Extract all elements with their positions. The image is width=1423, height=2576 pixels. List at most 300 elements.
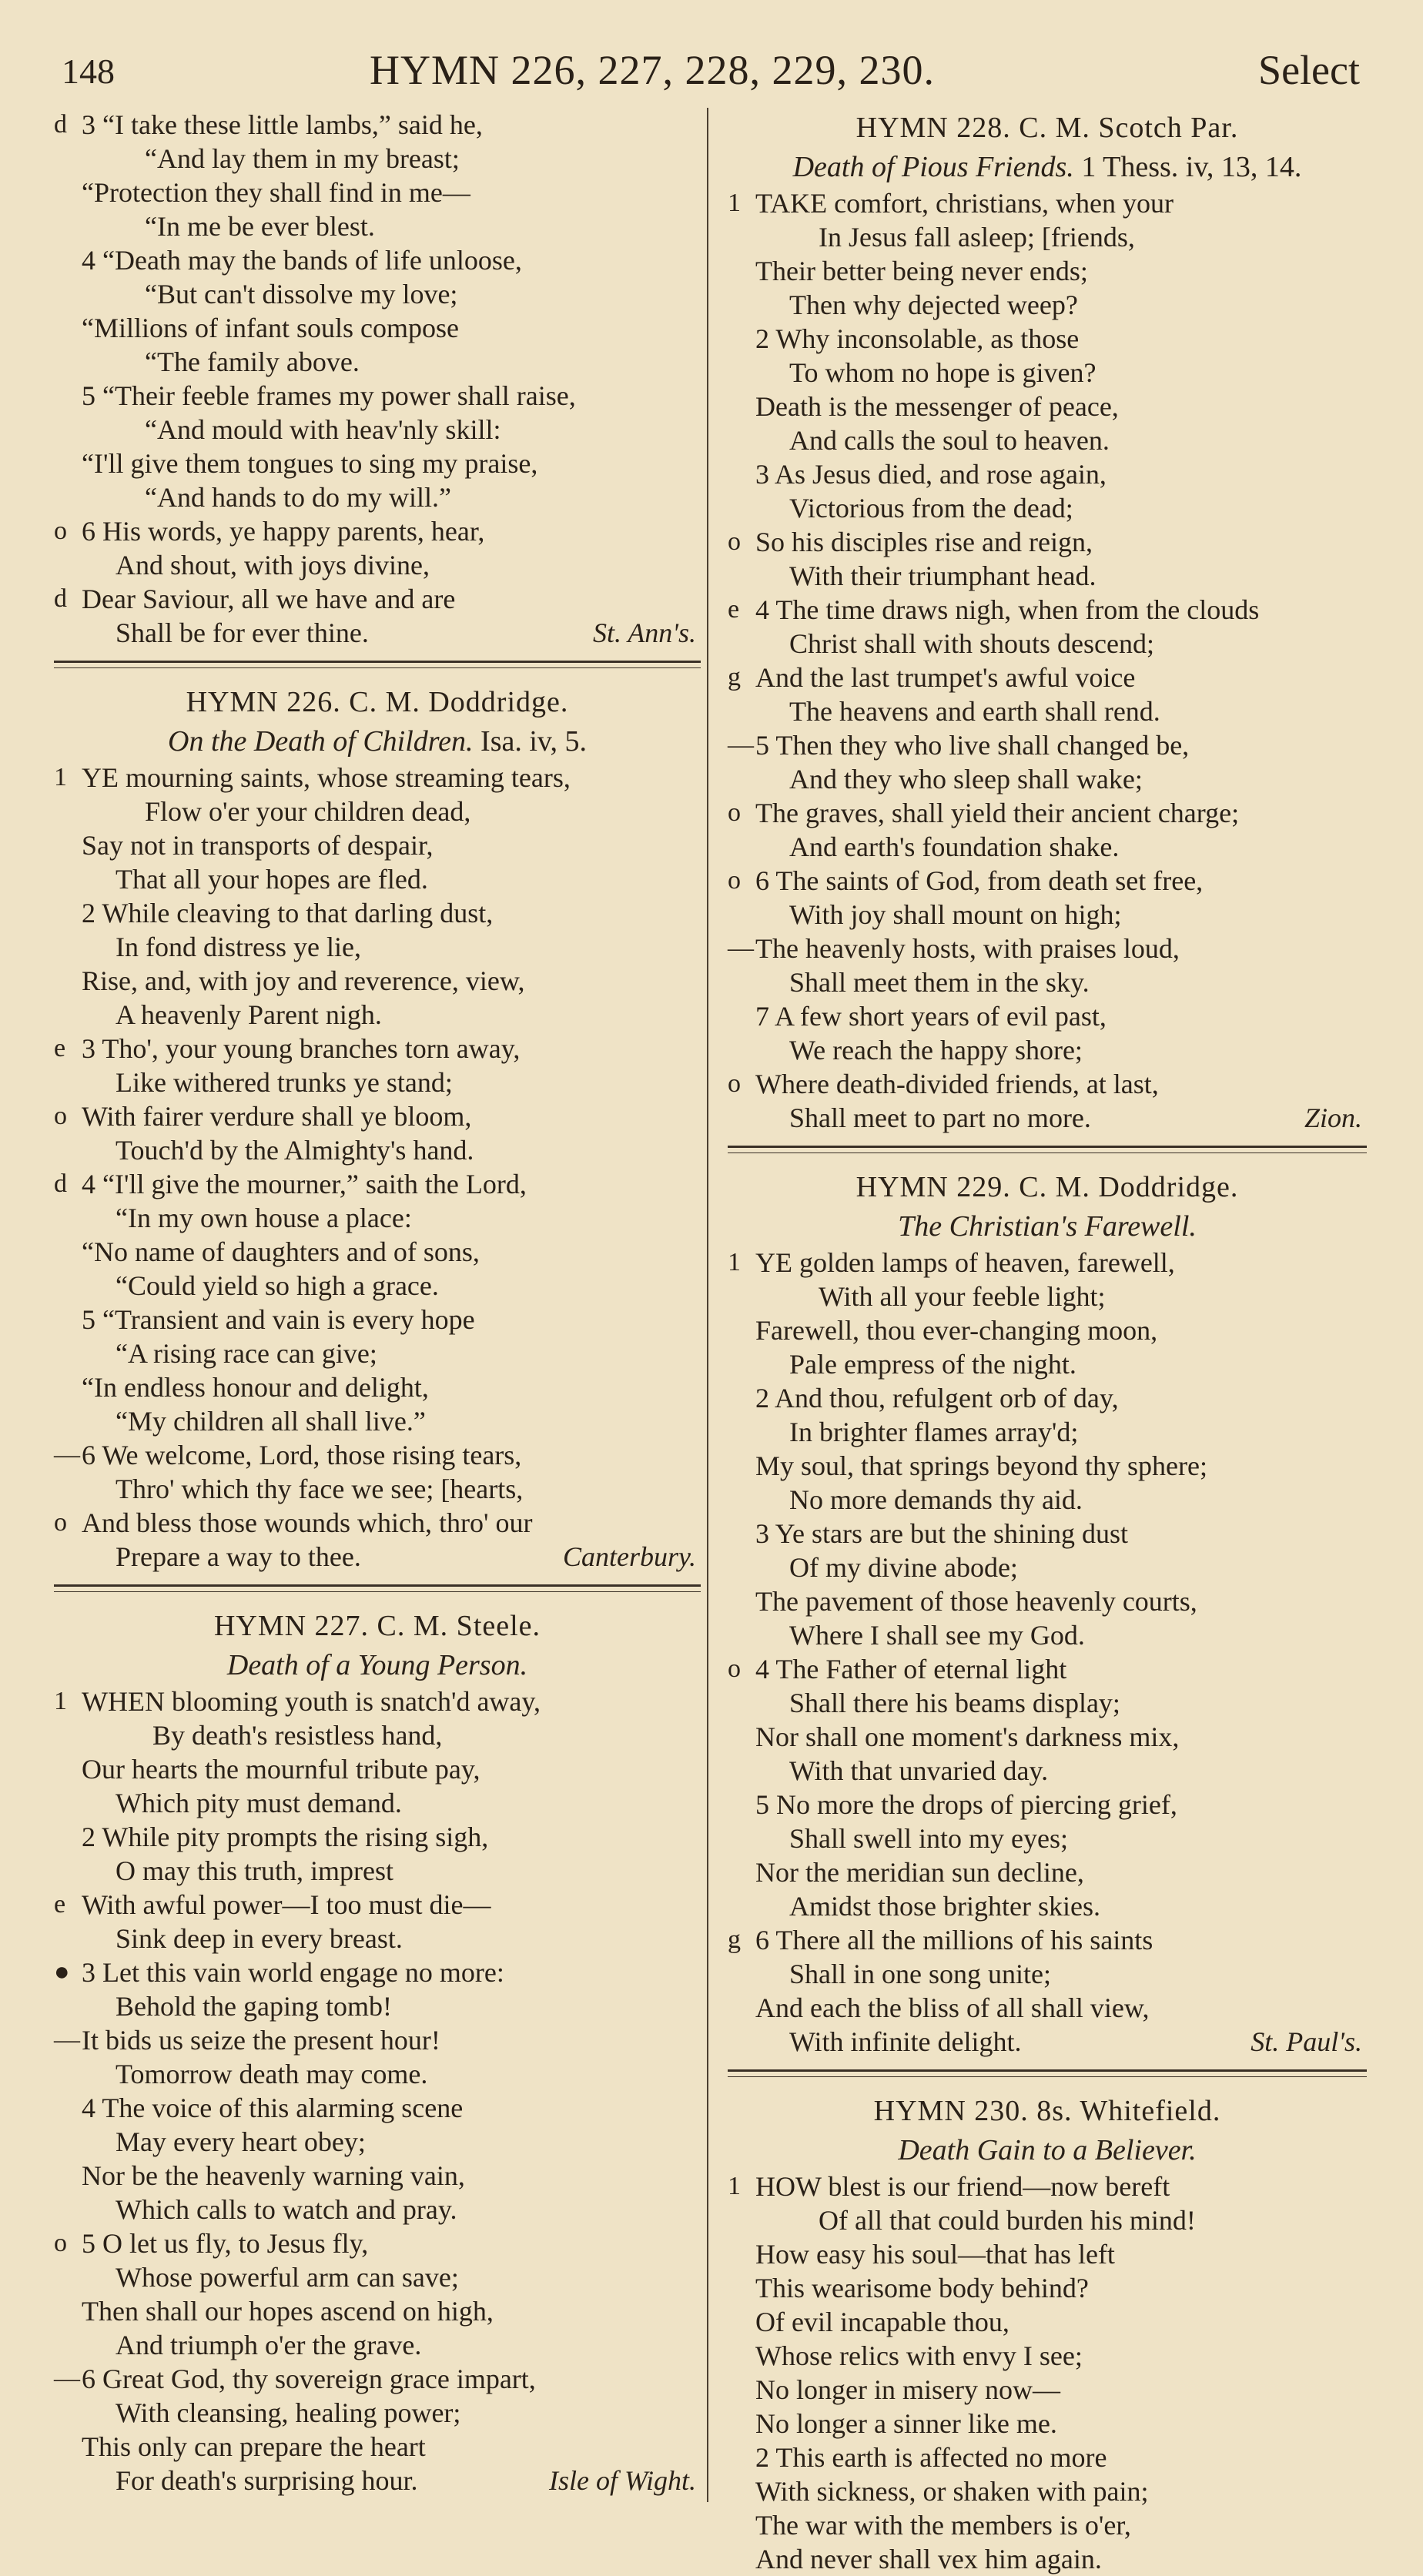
verse-text: 2 While pity prompts the rising sigh, xyxy=(82,1822,489,1852)
dynamic-mark: 1 xyxy=(728,189,741,217)
verse-line xyxy=(54,2362,701,2396)
verse-text: Shall in one song unite; xyxy=(789,1959,1051,1989)
verse-line xyxy=(728,1822,1367,1855)
hymn-subtitle: Death Gain to a Believer. xyxy=(898,2134,1197,2166)
verse-line xyxy=(54,1269,701,1303)
verse-line xyxy=(54,345,701,379)
verse-text: Whose powerful arm can save; xyxy=(116,2262,459,2293)
verse-text: Pale empress of the night. xyxy=(789,1349,1076,1380)
verse-text: Shall meet to part no more. xyxy=(789,1102,1091,1133)
verse-line xyxy=(54,795,701,828)
verse-text: “Could yield so high a grace. xyxy=(116,1270,439,1301)
verse-text: “In me be ever blest. xyxy=(145,211,375,242)
verse-line xyxy=(728,932,1367,965)
hymn-230 xyxy=(728,2091,1367,2576)
verse-text: Say not in transports of despair, xyxy=(82,830,434,861)
verse-line xyxy=(54,1540,701,1574)
verse-text: “And lay them in my breast; xyxy=(145,143,460,174)
dynamic-mark: — xyxy=(54,2364,80,2393)
verse-text: With their triumphant head. xyxy=(789,560,1097,591)
verse-text: The graves, shall yield their ancient charge; xyxy=(755,798,1240,828)
verse-line xyxy=(54,1438,701,1472)
hymn-verses xyxy=(54,761,701,1574)
verse-line xyxy=(54,176,701,209)
dynamic-mark: — xyxy=(54,1440,80,1469)
verse-text: 6 We welcome, Lord, those rising tears, xyxy=(82,1440,522,1470)
dynamic-mark: d xyxy=(54,584,67,613)
verse-text: May every heart obey; xyxy=(116,2126,366,2157)
verse-line xyxy=(728,627,1367,661)
verse-text: No longer a sinner like me. xyxy=(755,2408,1057,2439)
verse-text: 4 The time draws nigh, when from the clouds xyxy=(755,594,1260,625)
verse-line xyxy=(54,548,701,582)
verse-line xyxy=(54,1167,701,1201)
verse-text: Amidst those brighter skies. xyxy=(789,1891,1100,1922)
hymn-separator xyxy=(728,2069,1367,2077)
verse-text: “I'll give them tongues to sing my praise, xyxy=(82,448,538,479)
verse-text: Where I shall see my God. xyxy=(789,1620,1085,1651)
verse-text: 3 As Jesus died, and rose again, xyxy=(755,459,1107,490)
verse-text: 3 “I take these little lambs,” said he, xyxy=(82,109,483,140)
verse-text: 5 No more the drops of piercing grief, xyxy=(755,1789,1177,1820)
verse-line xyxy=(54,1786,701,1820)
verse-line xyxy=(728,1067,1367,1101)
verse-text: 3 Let this vain world engage no more: xyxy=(82,1957,504,1988)
verse-text: By death's resistless hand, xyxy=(152,1720,443,1751)
column-divider xyxy=(707,108,708,2502)
verse-line xyxy=(54,2091,701,2125)
verse-line xyxy=(54,998,701,1032)
verse-text: With all your feeble light; xyxy=(819,1281,1106,1312)
verse-text: YE golden lamps of heaven, farewell, xyxy=(755,1247,1175,1278)
hymn-title: HYMN 227. C. M. Steele. xyxy=(213,1610,541,1642)
verse-line xyxy=(54,1989,701,2023)
verse-text: Of evil incapable thou, xyxy=(755,2307,1009,2337)
dynamic-mark: — xyxy=(728,731,754,759)
tune-name: Isle of Wight. xyxy=(549,2465,696,2496)
verse-text: 2 While cleaving to that darling dust, xyxy=(82,898,494,928)
verse-text: And each the bliss of all shall view, xyxy=(755,1992,1150,2023)
dynamic-mark: 1 xyxy=(728,1248,741,1276)
verse-text: “In my own house a place: xyxy=(116,1203,412,1233)
verse-line xyxy=(728,1923,1367,1957)
verse-line xyxy=(54,1201,701,1235)
verse-text: Then why dejected weep? xyxy=(789,289,1078,320)
verse-text: The heavens and earth shall rend. xyxy=(789,696,1160,727)
verse-text: 3 Tho', your young branches torn away, xyxy=(82,1033,521,1064)
hymn-verses xyxy=(728,186,1367,1135)
dynamic-mark: e xyxy=(728,595,740,624)
verse-text: 6 His words, ye happy parents, hear, xyxy=(82,516,485,547)
verse-text: Shall swell into my eyes; xyxy=(789,1823,1068,1854)
verse-text: Which calls to watch and pray. xyxy=(116,2194,457,2225)
verse-line xyxy=(728,1415,1367,1449)
hymn-subtitle: Death of Pious Friends. xyxy=(792,151,1074,183)
tune-name: St. Paul's. xyxy=(1251,2026,1362,2057)
section-label: Select xyxy=(1258,47,1360,93)
verse-line xyxy=(728,2508,1367,2542)
verse-text: 2 This earth is affected no more xyxy=(755,2442,1107,2473)
verse-text: And they who sleep shall wake; xyxy=(789,764,1143,795)
verse-line xyxy=(728,1957,1367,1991)
verse-text: Like withered trunks ye stand; xyxy=(116,1067,453,1098)
verse-text: Then shall our hopes ascend on high, xyxy=(82,2296,494,2327)
verse-text: My soul, that springs beyond thy sphere; xyxy=(755,1450,1207,1481)
verse-text: 5 “Their feeble frames my power shall raise, xyxy=(82,380,576,411)
hymn-subtitle-row xyxy=(728,1207,1367,1246)
verse-line xyxy=(54,1684,701,1718)
verse-text: 4 “Death may the bands of life unloose, xyxy=(82,245,522,276)
dynamic-mark: o xyxy=(54,517,67,545)
verse-line xyxy=(54,964,701,998)
verse-line xyxy=(54,1337,701,1370)
verse-text: TAKE comfort, christians, when your xyxy=(755,188,1174,219)
verse-line xyxy=(728,2441,1367,2474)
verse-line xyxy=(54,2023,701,2057)
verse-line xyxy=(728,762,1367,796)
verse-text: The heavenly hosts, with praises loud, xyxy=(755,933,1180,964)
hymn-subtitle-row xyxy=(54,1646,701,1684)
verse-line xyxy=(728,1652,1367,1686)
verse-line xyxy=(54,1099,701,1133)
hymn-subtitle-row xyxy=(728,2131,1367,2170)
hymn-verses xyxy=(728,1246,1367,2059)
verse-line xyxy=(54,828,701,862)
verse-text: O may this truth, imprest xyxy=(116,1855,393,1886)
verse-line xyxy=(728,1551,1367,1584)
verse-line xyxy=(54,480,701,514)
verse-text: “And mould with heav'nly skill: xyxy=(145,414,501,445)
verse-text: Dear Saviour, all we have and are xyxy=(82,584,456,614)
verse-line xyxy=(54,2193,701,2226)
verse-line xyxy=(54,1922,701,1955)
hymn-title: HYMN 230. 8s. Whitefield. xyxy=(873,2095,1221,2127)
verse-line xyxy=(728,2407,1367,2441)
verse-text: That all your hopes are fled. xyxy=(116,864,428,895)
dynamic-mark: o xyxy=(54,2229,67,2257)
verse-text: 2 Why inconsolable, as those xyxy=(755,323,1080,354)
hymn-verses xyxy=(54,1684,701,2497)
verse-text: 3 Ye stars are but the shining dust xyxy=(755,1518,1128,1549)
verse-text: And earth's foundation shake. xyxy=(789,831,1120,862)
dynamic-mark: o xyxy=(728,527,741,556)
verse-line xyxy=(54,2057,701,2091)
prev-hymn-continuation xyxy=(54,108,701,650)
verse-text: “And hands to do my will.” xyxy=(145,482,451,513)
verse-line xyxy=(728,2305,1367,2339)
verse-text: 7 A few short years of evil past, xyxy=(755,1001,1107,1032)
verse-line xyxy=(54,277,701,311)
verse-text: With infinite delight. xyxy=(789,2026,1022,2057)
dynamic-mark: o xyxy=(728,1069,741,1098)
verse-line xyxy=(54,1235,701,1269)
verse-line xyxy=(728,525,1367,559)
scripture-reference: Isa. iv, 5. xyxy=(480,725,587,758)
verse-line xyxy=(728,288,1367,322)
verse-text: Shall be for ever thine. xyxy=(116,617,369,648)
dynamic-mark: e xyxy=(54,1890,66,1919)
verse-text: 4 The Father of eternal light xyxy=(755,1654,1067,1684)
verse-text: Behold the gaping tomb! xyxy=(116,1991,392,2022)
hymn-228 xyxy=(728,108,1367,1135)
verse-text: And the last trumpet's awful voice xyxy=(755,662,1136,693)
hymn-title: HYMN 228. C. M. Scotch Par. xyxy=(855,112,1239,144)
verse-text: 5 “Transient and vain is every hope xyxy=(82,1304,475,1335)
verse-text: With joy shall mount on high; xyxy=(789,899,1122,930)
hymn-227 xyxy=(54,1606,701,2497)
verse-text: “Protection they shall find in me— xyxy=(82,177,470,208)
scripture-reference: 1 Thess. iv, 13, 14. xyxy=(1081,151,1302,183)
verse-text: Christ shall with shouts descend; xyxy=(789,628,1154,659)
dynamic-mark: o xyxy=(728,798,741,827)
verse-line xyxy=(54,2396,701,2430)
verse-line xyxy=(54,1820,701,1854)
verse-text: This only can prepare the heart xyxy=(82,2431,426,2462)
dynamic-mark: o xyxy=(54,1102,67,1130)
verse-line xyxy=(728,796,1367,830)
verse-line xyxy=(728,1720,1367,1754)
verse-text: 4 The voice of this alarming scene xyxy=(82,2093,464,2123)
verse-text: Of all that could burden his mind! xyxy=(819,2205,1196,2236)
verse-text: HOW blest is our friend—now bereft xyxy=(755,2171,1170,2202)
verse-line xyxy=(54,2159,701,2193)
verse-line xyxy=(728,254,1367,288)
dynamic-mark: 1 xyxy=(728,2172,741,2200)
verse-text: 6 There all the millions of his saints xyxy=(755,1925,1153,1955)
verse-line xyxy=(54,2464,701,2497)
verse-line xyxy=(728,830,1367,864)
verse-text: This wearisome body behind? xyxy=(755,2273,1089,2303)
verse-text: For death's surprising hour. xyxy=(116,2465,418,2496)
verse-line xyxy=(54,2294,701,2328)
verse-line xyxy=(54,1752,701,1786)
verse-text: And never shall vex him again. xyxy=(755,2544,1102,2574)
hymn-verses xyxy=(728,2170,1367,2576)
verse-line xyxy=(728,356,1367,390)
dynamic-mark: — xyxy=(728,934,754,962)
verse-line xyxy=(728,2170,1367,2203)
verse-line xyxy=(728,898,1367,932)
verse-text: In fond distress ye lie, xyxy=(116,932,361,962)
verse-line xyxy=(54,2125,701,2159)
verse-line xyxy=(728,593,1367,627)
dynamic-mark: — xyxy=(54,2026,80,2054)
dynamic-mark: o xyxy=(728,866,741,895)
verse-text: Tomorrow death may come. xyxy=(116,2059,428,2089)
verse-text: Thro' which thy face we see; [hearts, xyxy=(116,1474,524,1504)
verse-line xyxy=(728,661,1367,694)
dynamic-mark: 1 xyxy=(54,1687,67,1715)
verse-text: And triumph o'er the grave. xyxy=(116,2330,422,2360)
verse-text: With cleansing, healing power; xyxy=(116,2397,461,2428)
verse-line xyxy=(54,1854,701,1888)
verse-line xyxy=(54,1404,701,1438)
verse-text: To whom no hope is given? xyxy=(789,357,1097,388)
hymn-subtitle: Death of a Young Person. xyxy=(226,1649,528,1681)
verse-line xyxy=(54,1303,701,1337)
verse-line xyxy=(54,2226,701,2260)
verse-line xyxy=(728,1483,1367,1517)
hymn-title: HYMN 229. C. M. Doddridge. xyxy=(855,1171,1239,1203)
verse-line xyxy=(728,2025,1367,2059)
verse-text: A heavenly Parent nigh. xyxy=(116,999,382,1030)
left-column xyxy=(54,108,701,2497)
verse-text: Flow o'er your children dead, xyxy=(145,796,471,827)
verse-line xyxy=(54,862,701,896)
verse-text: YE mourning saints, whose streaming tears, xyxy=(82,762,571,793)
verse-text: Rise, and, with joy and reverence, view, xyxy=(82,965,525,996)
verse-line xyxy=(54,209,701,243)
verse-line xyxy=(728,2339,1367,2373)
verse-text: 2 And thou, refulgent orb of day, xyxy=(755,1383,1119,1413)
hymn-229 xyxy=(728,1167,1367,2059)
verse-text: 5 Then they who live shall changed be, xyxy=(755,730,1190,761)
verse-text: Nor shall one moment's darkness mix, xyxy=(755,1721,1180,1752)
verse-line xyxy=(728,322,1367,356)
verse-line xyxy=(728,1754,1367,1788)
verse-text: How easy his soul—that has left xyxy=(755,2239,1115,2270)
verse-text: Nor be the heavenly warning vain, xyxy=(82,2160,465,2191)
tune-name: Zion. xyxy=(1304,1102,1362,1133)
verse-line xyxy=(54,1888,701,1922)
verse-text: Whose relics with envy I see; xyxy=(755,2340,1083,2371)
verse-line xyxy=(54,1032,701,1066)
verse-line xyxy=(728,186,1367,220)
verse-line xyxy=(54,1955,701,1989)
verse-line xyxy=(728,220,1367,254)
hymn-226 xyxy=(54,682,701,1574)
verse-text: Death is the messenger of peace, xyxy=(755,391,1119,422)
verse-line xyxy=(54,930,701,964)
verse-text: “The family above. xyxy=(145,346,360,377)
hymn-subtitle: On the Death of Children. xyxy=(168,725,474,758)
dynamic-mark: ● xyxy=(54,1958,70,1986)
verse-line xyxy=(728,390,1367,423)
verse-line xyxy=(728,457,1367,491)
verse-text: In Jesus fall asleep; [friends, xyxy=(819,222,1135,253)
verse-text: Shall there his beams display; xyxy=(789,1688,1120,1718)
verse-text: Farewell, thou ever-changing moon, xyxy=(755,1315,1158,1346)
verse-line xyxy=(54,2430,701,2464)
verse-line xyxy=(728,1855,1367,1889)
verse-text: With fairer verdure shall ye bloom, xyxy=(82,1101,472,1132)
verse-line xyxy=(728,1280,1367,1313)
verse-line xyxy=(728,1449,1367,1483)
dynamic-mark: o xyxy=(728,1654,741,1683)
dynamic-mark: e xyxy=(54,1034,66,1062)
verse-line xyxy=(728,864,1367,898)
verse-line xyxy=(728,1618,1367,1652)
verse-text: With that unvaried day. xyxy=(789,1755,1049,1786)
hymn-separator xyxy=(54,1584,701,1592)
verse-line xyxy=(728,1033,1367,1067)
page-number: 148 xyxy=(62,52,115,91)
verse-text: Their better being never ends; xyxy=(755,256,1088,286)
verse-text: No longer in misery now— xyxy=(755,2374,1060,2405)
verse-text: Victorious from the dead; xyxy=(789,493,1073,524)
verse-text: Touch'd by the Almighty's hand. xyxy=(116,1135,474,1166)
verse-line xyxy=(728,423,1367,457)
verse-line xyxy=(54,2260,701,2294)
verse-line xyxy=(728,1788,1367,1822)
verse-line xyxy=(728,1101,1367,1135)
verse-line xyxy=(54,1066,701,1099)
verse-line xyxy=(728,965,1367,999)
verse-text: Sink deep in every breast. xyxy=(116,1923,403,1954)
verse-line xyxy=(728,728,1367,762)
verse-line xyxy=(54,142,701,176)
verse-line xyxy=(728,1347,1367,1381)
verse-text: The pavement of those heavenly courts, xyxy=(755,1586,1197,1617)
verse-text: The war with the members is o'er, xyxy=(755,2510,1131,2541)
verse-text: And shout, with joys divine, xyxy=(116,550,430,580)
verse-text: Shall meet them in the sky. xyxy=(789,967,1090,998)
verse-text: Nor the meridian sun decline, xyxy=(755,1857,1084,1888)
verse-line xyxy=(728,1991,1367,2025)
verse-line xyxy=(728,2373,1367,2407)
verse-line xyxy=(728,2271,1367,2305)
hymn-title: HYMN 226. C. M. Doddridge. xyxy=(186,686,569,718)
verse-text: “My children all shall live.” xyxy=(116,1406,426,1437)
verse-line xyxy=(728,999,1367,1033)
verse-line xyxy=(54,2328,701,2362)
verse-line xyxy=(728,2203,1367,2237)
hymn-subtitle-row xyxy=(728,148,1367,186)
verse-line xyxy=(54,1718,701,1752)
running-title: HYMN 226, 227, 228, 229, 230. xyxy=(370,47,936,93)
verse-line xyxy=(54,761,701,795)
verse-text: No more demands thy aid. xyxy=(789,1484,1083,1515)
dynamic-mark: 1 xyxy=(54,763,67,791)
verse-text: WHEN blooming youth is snatch'd away, xyxy=(82,1686,541,1717)
verse-text: “But can't dissolve my love; xyxy=(145,279,458,309)
hymn-separator xyxy=(54,661,701,668)
verse-text: “A rising race can give; xyxy=(116,1338,377,1369)
verse-line xyxy=(54,1370,701,1404)
hymn-separator xyxy=(728,1146,1367,1153)
verse-line xyxy=(728,694,1367,728)
verse-line xyxy=(728,559,1367,593)
tune-name: St. Ann's. xyxy=(592,617,696,648)
verse-text: “No name of daughters and of sons, xyxy=(82,1236,480,1267)
verse-text: With awful power—I too must die— xyxy=(82,1889,491,1920)
verse-text: Where death-divided friends, at last, xyxy=(755,1069,1159,1099)
verse-line xyxy=(54,243,701,277)
verse-text: And calls the soul to heaven. xyxy=(789,425,1110,456)
verse-text: And bless those wounds which, thro' our xyxy=(82,1507,533,1538)
verse-text: “In endless honour and delight, xyxy=(82,1372,429,1403)
verse-line xyxy=(728,2542,1367,2576)
verse-line xyxy=(728,2474,1367,2508)
verse-line xyxy=(728,2237,1367,2271)
dynamic-mark: d xyxy=(54,1169,67,1198)
verse-text: Of my divine abode; xyxy=(789,1552,1018,1583)
verse-line xyxy=(728,1889,1367,1923)
verse-text: Which pity must demand. xyxy=(116,1788,402,1818)
verse-text: 5 O let us fly, to Jesus fly, xyxy=(82,2228,369,2259)
verse-line xyxy=(54,582,701,616)
verse-line xyxy=(728,1313,1367,1347)
verse-line xyxy=(54,616,701,650)
verse-line xyxy=(54,311,701,345)
verse-line xyxy=(54,514,701,548)
verse-text: It bids us seize the present hour! xyxy=(82,2025,440,2056)
verse-text: With sickness, or shaken with pain; xyxy=(755,2476,1149,2507)
verse-line xyxy=(728,491,1367,525)
verse-text: “Millions of infant souls compose xyxy=(82,313,459,343)
verse-line xyxy=(728,1584,1367,1618)
right-column xyxy=(728,108,1367,2576)
